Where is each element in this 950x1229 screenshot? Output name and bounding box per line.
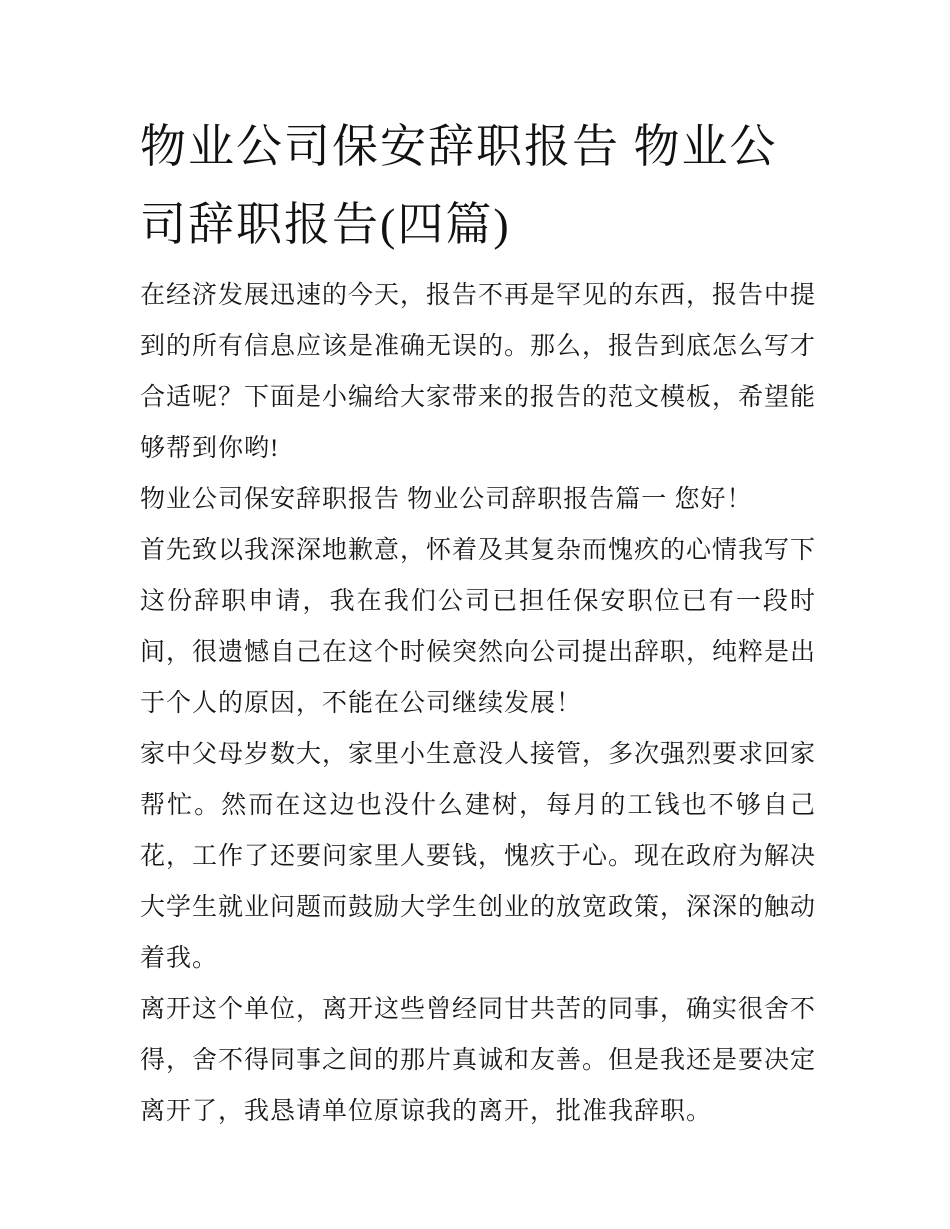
paragraph-intro: 在经济发展迅速的今天，报告不再是罕见的东西，报告中提到的所有信息应该是准确无误的。那么，报告到底怎么写才合适呢？下面是小编给大家带来的报告的范文模板，希望能够帮到你哟! <box>140 282 817 462</box>
paragraph-family-reasons: 家中父母岁数大，家里小生意没人接管，多次强烈要求回家帮忙。然而在这边也没什么建树，每月的工钱也不够自己花，工作了还要问家里人要钱，愧疚于心。现在政府为解决大学生就业问题而鼓励大学生创业的放宽政策，深深的触动着我。 <box>140 741 817 972</box>
document-body <box>140 270 816 1137</box>
document-title: 物业公司保安辞职报告 物业公司辞职报告(四篇) <box>140 121 778 250</box>
paragraph-section-heading: 物业公司保安辞职报告 物业公司辞职报告篇一 您好！ <box>140 486 753 513</box>
paragraph-farewell: 离开这个单位，离开这些曾经同甘共苦的同事，确实很舍不得，舍不得同事之间的那片真诚和友善。但是我还是要决定离开了，我恳请单位原谅我的离开，批准我辞职。 <box>140 996 817 1125</box>
paragraph-apology: 首先致以我深深地歉意，怀着及其复杂而愧疚的心情我写下这份辞职申请，我在我们公司已担任保安职位已有一段时间，很遗憾自己在这个时候突然向公司提出辞职，纯粹是出于个人的原因，不能在公司继续发展！ <box>140 537 817 717</box>
